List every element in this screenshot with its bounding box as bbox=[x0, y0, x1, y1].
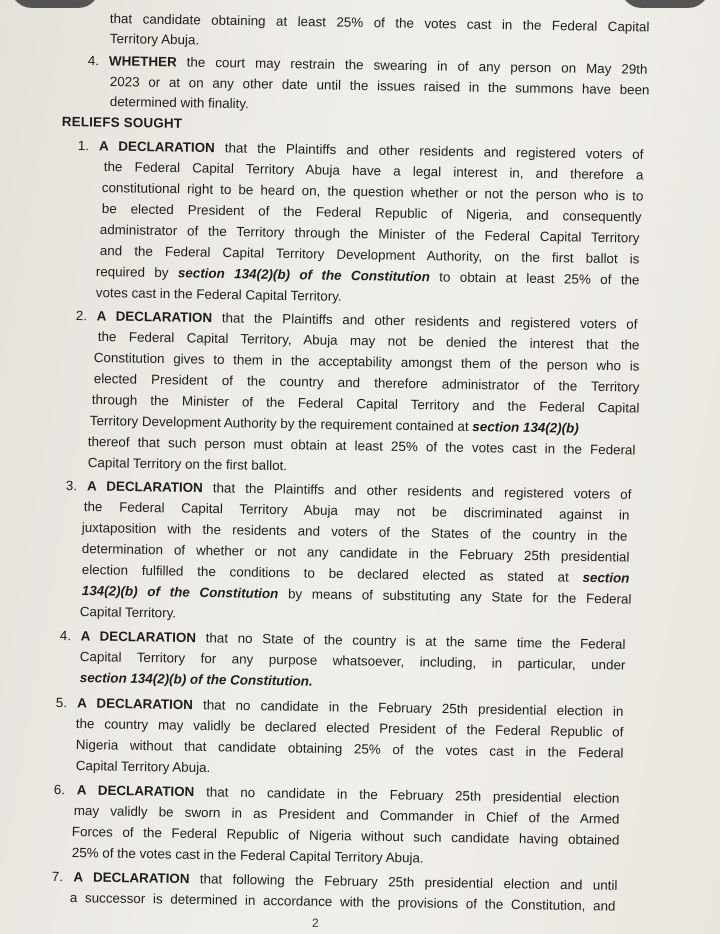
item-number: 3. bbox=[65, 477, 78, 494]
line-text: that the Plaintiffs and other residents and registered voters of bbox=[211, 310, 638, 332]
item-number: 2. bbox=[75, 307, 88, 324]
line-text: the court may restrain the swearing in of any person on May 29th bbox=[176, 54, 648, 77]
line-text: juxtaposition with the residents and voters of the States of the country in the bbox=[81, 519, 628, 544]
legal-citation: section 134(2)(b) of the Constitution. bbox=[79, 669, 313, 689]
item-number: 7. bbox=[51, 868, 64, 885]
text-line bbox=[80, 667, 313, 692]
text-line bbox=[76, 755, 211, 778]
text-line bbox=[110, 91, 249, 114]
line-text: by means of substituting any State for the Federal bbox=[278, 586, 632, 607]
line-text: Forces of the Federal Republic of Nigeria without such candidate having obtained bbox=[71, 823, 620, 848]
line-text: the country may validly be declared elected President of the Federal Republic of bbox=[75, 715, 624, 740]
line-text: through the Minister of the Federal Capital Territory and the Federal Capital bbox=[91, 391, 640, 416]
line-text: that the Plaintiffs and other residents and registered voters of bbox=[202, 480, 632, 502]
text-line bbox=[88, 452, 288, 476]
text-line bbox=[110, 28, 200, 51]
line-text: that the Plaintiffs and other residents and registered voters of bbox=[214, 140, 644, 162]
line-text: Territory Development Authority by the requirement contained at bbox=[89, 412, 473, 435]
item-number: 5. bbox=[55, 694, 68, 711]
line-text: 25% of the votes cast in the Federal Capital Territory Abuja. bbox=[71, 844, 424, 866]
line-text: required by bbox=[95, 263, 179, 281]
legal-citation: section bbox=[582, 569, 630, 586]
item-keyword: A DECLARATION bbox=[80, 628, 197, 646]
line-text: votes cast in the Federal Capital Territory. bbox=[95, 284, 342, 304]
line-text: 2023 or at on any other date until the issues raised in the summons have been bbox=[109, 73, 650, 98]
line-text: that candidate obtaining at least 25% of the votes cast in the Federal Capital bbox=[109, 10, 650, 35]
legal-citation: section 134(2)(b) of the Constitution bbox=[177, 265, 430, 285]
line-text: Constitution gives to them in the acceptability amongst them of the person who is bbox=[93, 349, 640, 374]
line-text: the Federal Capital Territory Abuja have a legal interest in, and therefore a bbox=[103, 158, 644, 183]
item-keyword: A DECLARATION bbox=[77, 695, 194, 713]
line-text: constitutional right to be heard on, the question whether or not the person who is to bbox=[101, 179, 644, 204]
line-text: Capital Territory Abuja. bbox=[75, 757, 211, 776]
line-text: Territory Abuja. bbox=[109, 30, 200, 48]
line-text: Nigeria without that candidate obtaining 25% of the votes cast in the Federal bbox=[75, 736, 624, 761]
line-text: the Federal Capital Territory Abuja may not be discriminated against in bbox=[83, 498, 630, 523]
section-heading bbox=[62, 111, 183, 134]
item-keyword: A DECLARATION bbox=[73, 869, 190, 887]
item-keyword: A DECLARATION bbox=[86, 478, 203, 496]
item-number: 4. bbox=[87, 52, 100, 69]
item-keyword: A DECLARATION bbox=[98, 138, 215, 156]
item-keyword: WHETHER bbox=[108, 53, 177, 70]
legal-citation: section 134(2)(b) bbox=[472, 419, 579, 436]
line-text: to obtain at least 25% of the bbox=[429, 269, 640, 288]
text-line bbox=[96, 282, 342, 307]
item-keyword: A DECLARATION bbox=[76, 782, 195, 800]
line-text: election fulfilled the conditions to be declared elected as stated at bbox=[81, 561, 583, 585]
line-text: thereof that such person must obtain at least 25% of the votes cast in the Federal bbox=[87, 433, 636, 458]
legal-citation: 134(2)(b) of the Constitution bbox=[81, 582, 279, 602]
page-number: 2 bbox=[312, 916, 319, 930]
item-number: 6. bbox=[53, 781, 66, 798]
line-text: the Federal Capital Territory, Abuja may not be denied the interest that the bbox=[97, 328, 640, 353]
line-text: be elected President of the Federal Republic of Nigeria, and consequently bbox=[101, 200, 642, 225]
line-text: that following the February 25th presidential election and until bbox=[189, 871, 618, 893]
photo-edge-shadow bbox=[620, 0, 710, 8]
line-text: Capital Territory for any purpose whatsoever, including, in particular, under bbox=[79, 648, 626, 673]
line-text: determination of whether or not any candidate in the February 25th presidential bbox=[81, 540, 630, 565]
text-line bbox=[72, 842, 424, 869]
line-text: that no candidate in the February 25th presidential election in bbox=[192, 697, 624, 719]
item-number: 1. bbox=[77, 137, 90, 154]
line-text: may validly be sworn in as President and Commander in Chief of the Armed bbox=[73, 802, 620, 827]
line-text: elected President of the country and therefore administrator of the Territory bbox=[93, 370, 640, 395]
photo-edge-shadow bbox=[10, 0, 100, 8]
heading-text: RELIEFS SOUGHT bbox=[61, 113, 183, 131]
line-text: determined with finality. bbox=[109, 93, 249, 112]
item-keyword: A DECLARATION bbox=[96, 308, 213, 326]
line-text: that no candidate in the February 25th presidential election bbox=[194, 784, 620, 806]
item-number: 4. bbox=[59, 627, 72, 644]
line-text: Capital Territory on the first ballot. bbox=[87, 454, 288, 474]
line-text: that no State of the country is at the same time the Federal bbox=[195, 630, 626, 652]
line-text: and the Federal Capital Territory Development Authority, on the first ballot is bbox=[99, 242, 640, 267]
text-line bbox=[80, 601, 177, 624]
line-text: a successor is determined in accordance with the provisions of the Constitution, and bbox=[69, 889, 616, 914]
line-text: administrator of the Territory through the Minister of the Federal Capital Territory bbox=[99, 221, 640, 246]
line-text: Capital Territory. bbox=[79, 603, 177, 621]
